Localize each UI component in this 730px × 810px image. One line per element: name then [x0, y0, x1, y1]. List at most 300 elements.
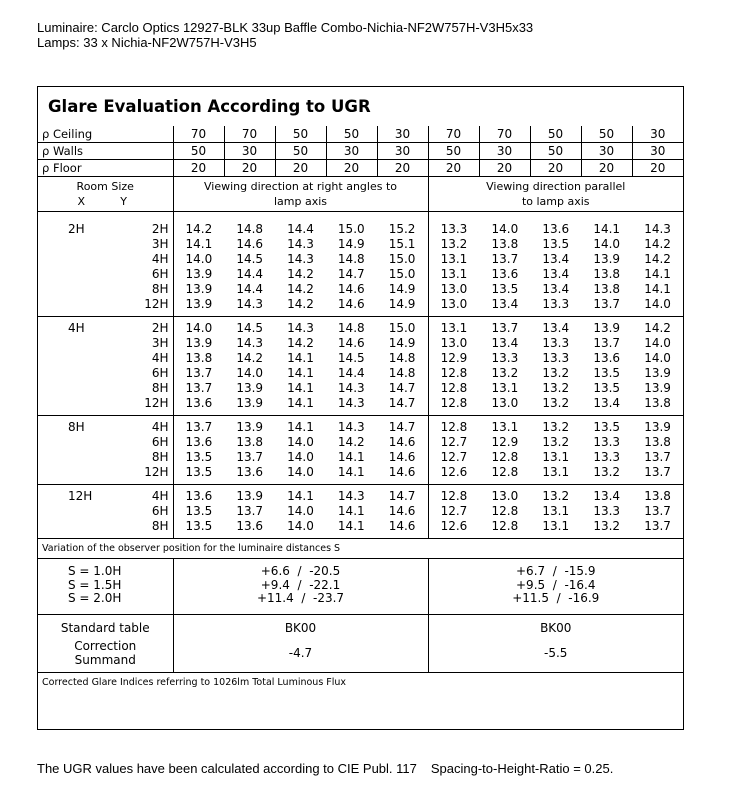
- ugr-value: 14.2: [337, 435, 365, 449]
- reflectance-value: 20: [479, 160, 530, 177]
- ugr-row: [174, 489, 428, 504]
- room-group: [38, 212, 683, 317]
- ugr-title: Glare Evaluation According to UGR: [48, 97, 371, 116]
- ugr-value: 13.6: [542, 222, 570, 236]
- ugr-row: [429, 420, 684, 435]
- ugr-row: [174, 396, 428, 411]
- ugr-value: 14.9: [388, 297, 416, 311]
- standard-block: [38, 614, 683, 672]
- ugr-value: 13.1: [440, 252, 468, 266]
- variation-value: +9.4 / -22.1: [260, 577, 341, 592]
- ugr-value: 12.7: [440, 450, 468, 464]
- ugr-value: 14.1: [644, 267, 671, 281]
- ugr-value: 14.3: [236, 336, 264, 350]
- room-y: 8H: [151, 381, 169, 395]
- ugr-value: 13.4: [593, 396, 621, 410]
- ugr-row: [429, 519, 684, 534]
- ugr-right-values: [173, 317, 428, 416]
- ugr-parallel-values: [428, 416, 683, 485]
- ugr-value: 14.1: [337, 504, 365, 518]
- variation-parallel: [428, 559, 683, 615]
- ugr-value: 13.7: [236, 450, 264, 464]
- room-y: 12H: [144, 396, 169, 410]
- ugr-value: 14.7: [388, 420, 416, 434]
- ugr-row: [429, 321, 684, 336]
- ugr-value: 13.4: [542, 282, 570, 296]
- ugr-value: 13.9: [236, 489, 264, 503]
- ugr-value: 12.9: [491, 435, 519, 449]
- header: [37, 20, 533, 50]
- right-angles-header: Viewing direction at right angles to lamp axis: [173, 177, 428, 212]
- ugr-value: 13.2: [491, 366, 519, 380]
- ugr-right-values: [173, 416, 428, 485]
- reflectance-value: 70: [428, 126, 479, 143]
- ugr-value: 14.0: [644, 336, 671, 350]
- ugr-value: 12.8: [491, 450, 519, 464]
- ugr-value: 14.0: [644, 297, 671, 311]
- ugr-value: 14.6: [388, 450, 416, 464]
- ugr-value: 14.0: [287, 435, 314, 449]
- ugr-row: [174, 351, 428, 366]
- ugr-value: 13.3: [593, 504, 621, 518]
- variation-value: +6.7 / -15.9: [516, 564, 596, 578]
- ugr-row: [429, 435, 684, 450]
- x-label: X: [77, 195, 86, 208]
- standard-table-label: Standard table: [38, 614, 173, 635]
- ugr-value: 13.8: [593, 267, 621, 281]
- reflectance-value: 50: [581, 126, 632, 143]
- ugr-row: [174, 420, 428, 435]
- reflectance-value: 30: [479, 143, 530, 160]
- ugr-value: 13.2: [542, 396, 570, 410]
- ugr-value: 13.2: [542, 420, 570, 434]
- ugr-value: 13.4: [542, 252, 570, 266]
- ugr-value: 14.4: [337, 366, 365, 380]
- ugr-value: 13.9: [185, 297, 213, 311]
- ugr-value: 13.4: [491, 336, 519, 350]
- ugr-value: 14.0: [287, 450, 314, 464]
- ugr-value: 13.7: [644, 519, 671, 533]
- ugr-row: [174, 321, 428, 336]
- room-y: 6H: [151, 267, 169, 281]
- ugr-value: 13.9: [593, 252, 621, 266]
- ugr-value: 14.1: [337, 519, 365, 533]
- ugr-value: 14.0: [185, 252, 213, 266]
- ugr-value: 13.0: [440, 336, 468, 350]
- ugr-value: 14.1: [644, 282, 671, 296]
- ugr-value: 14.6: [337, 297, 365, 311]
- ugr-value: 13.1: [542, 465, 570, 479]
- ugr-row: [429, 351, 684, 366]
- ugr-value: 12.8: [440, 396, 468, 410]
- ugr-row: [174, 267, 428, 282]
- ugr-value: 14.8: [337, 321, 365, 335]
- reflectance-value: 30: [632, 143, 683, 160]
- ugr-value: 14.2: [287, 282, 314, 296]
- ugr-value: 14.4: [236, 267, 264, 281]
- room-y: 4H: [151, 420, 169, 434]
- ugr-value: 14.3: [337, 396, 365, 410]
- ugr-value: 14.4: [287, 222, 314, 236]
- variation-label: Variation of the observer position for the luminaire distances S: [38, 539, 683, 559]
- ugr-value: 13.5: [593, 381, 621, 395]
- ugr-value: 13.1: [542, 504, 570, 518]
- ugr-value: 14.0: [236, 366, 264, 380]
- ugr-value: 13.2: [542, 381, 570, 395]
- ugr-value: 14.2: [287, 267, 314, 281]
- ugr-value: 13.4: [542, 321, 570, 335]
- ugr-value: 14.6: [337, 336, 365, 350]
- ugr-value: 13.6: [185, 396, 213, 410]
- ugr-value: 13.9: [185, 282, 213, 296]
- ugr-value: 13.5: [542, 237, 570, 251]
- correction-label: Correction Summand: [38, 635, 173, 673]
- ugr-row: [174, 450, 428, 465]
- spacing-ratio: Spacing-to-Height-Ratio = 0.25.: [430, 761, 614, 776]
- ugr-data: [38, 212, 683, 539]
- ugr-value: 13.6: [236, 465, 264, 479]
- ugr-value: 12.9: [440, 351, 468, 365]
- ugr-value: 14.2: [236, 351, 264, 365]
- ugr-value: 13.2: [542, 435, 570, 449]
- room-y: 4H: [151, 489, 169, 503]
- ugr-value: 13.8: [644, 396, 671, 410]
- ugr-value: 14.1: [287, 351, 314, 365]
- ugr-value: 13.9: [236, 381, 264, 395]
- room-group: [38, 416, 683, 485]
- ugr-value: 12.8: [440, 366, 468, 380]
- ugr-value: 14.7: [337, 267, 365, 281]
- reflectance-label: ρ Floor: [38, 160, 173, 177]
- ugr-value: 14.2: [644, 321, 671, 335]
- room-y: 4H: [151, 252, 169, 266]
- ugr-value: 12.8: [491, 465, 519, 479]
- ugr-value: 13.9: [185, 336, 213, 350]
- reflectance-value: 20: [224, 160, 275, 177]
- ugr-value: 14.2: [185, 222, 213, 236]
- ugr-value: 14.9: [388, 336, 416, 350]
- ugr-value: 13.4: [542, 267, 570, 281]
- ugr-value: 14.9: [388, 282, 416, 296]
- ugr-value: 14.3: [337, 489, 365, 503]
- y-label: Y: [120, 195, 127, 208]
- ugr-value: 14.6: [388, 465, 416, 479]
- ugr-row: [174, 504, 428, 519]
- ugr-value: 14.1: [185, 237, 213, 251]
- ugr-value: 13.8: [236, 435, 264, 449]
- ugr-value: 13.7: [185, 381, 213, 395]
- ugr-row: [174, 297, 428, 312]
- ugr-row: [174, 282, 428, 297]
- ugr-value: 13.5: [185, 450, 213, 464]
- reflectance-value: 20: [173, 160, 224, 177]
- room-x: 4H: [68, 321, 85, 335]
- room-x: 12H: [68, 489, 93, 503]
- ugr-value: 14.1: [337, 465, 365, 479]
- ugr-value: 13.3: [542, 336, 570, 350]
- room-x: 2H: [68, 222, 85, 236]
- reflectance-value: 50: [530, 126, 581, 143]
- ugr-value: 13.1: [542, 519, 570, 533]
- variation-right: [173, 559, 428, 615]
- ugr-right-values: [173, 212, 428, 317]
- room-y: 2H: [151, 222, 169, 236]
- ugr-value: 14.0: [593, 237, 621, 251]
- ugr-value: 14.6: [337, 282, 365, 296]
- reflectance-value: 20: [581, 160, 632, 177]
- ugr-value: 15.0: [388, 267, 416, 281]
- standard-right: BK00: [173, 614, 428, 635]
- ugr-row: [174, 237, 428, 252]
- reflectance-label: ρ Ceiling: [38, 126, 173, 143]
- ugr-value: 13.1: [491, 381, 519, 395]
- ugr-value: 14.2: [287, 336, 314, 350]
- ugr-row: [429, 222, 684, 237]
- ugr-value: 14.8: [388, 351, 416, 365]
- ugr-row: [174, 381, 428, 396]
- corrected-note: Corrected Glare Indices referring to 1026lm Total Luminous Flux: [38, 672, 683, 692]
- room-size-header: [38, 177, 683, 212]
- reflectance-value: 30: [224, 143, 275, 160]
- room-group: [38, 317, 683, 416]
- ugr-value: 14.1: [287, 420, 314, 434]
- ugr-value: 15.0: [388, 252, 416, 266]
- ugr-value: 14.5: [337, 351, 365, 365]
- room-y: 6H: [151, 366, 169, 380]
- reflectance-value: 30: [377, 126, 428, 143]
- ugr-value: 13.7: [644, 450, 671, 464]
- ugr-value: 13.9: [644, 381, 671, 395]
- ugr-value: 13.7: [644, 465, 671, 479]
- ugr-row: [429, 450, 684, 465]
- reflectance-value: 20: [275, 160, 326, 177]
- ugr-value: 12.7: [440, 435, 468, 449]
- ugr-value: 15.2: [388, 222, 416, 236]
- reflectance-value: 50: [173, 143, 224, 160]
- ugr-value: 12.8: [440, 381, 468, 395]
- ugr-value: 14.5: [236, 252, 264, 266]
- ugr-table: [38, 126, 683, 692]
- ugr-value: 14.2: [287, 297, 314, 311]
- room-y: 6H: [151, 504, 169, 518]
- reflectance-value: 30: [326, 143, 377, 160]
- ugr-row: [429, 282, 684, 297]
- reflectance-value: 20: [326, 160, 377, 177]
- room-x: 8H: [68, 420, 85, 434]
- ugr-value: 13.4: [593, 489, 621, 503]
- ugr-value: 13.0: [491, 489, 519, 503]
- room-y: 8H: [151, 282, 169, 296]
- ugr-value: 13.0: [440, 297, 468, 311]
- ugr-value: 13.7: [185, 420, 213, 434]
- ugr-value: 13.3: [542, 297, 570, 311]
- ugr-row: [429, 489, 684, 504]
- luminaire-line: Luminaire: Carclo Optics 12927-BLK 33up Baffle Combo-Nichia-NF2W757H-V3H5x33: [37, 20, 534, 35]
- ugr-panel: [37, 86, 684, 730]
- ugr-value: 15.0: [337, 222, 365, 236]
- ugr-value: 14.2: [644, 237, 671, 251]
- variation-value: +11.5 / -16.9: [512, 591, 600, 605]
- room-y: 6H: [151, 435, 169, 449]
- ugr-value: 13.2: [440, 237, 468, 251]
- ugr-value: 13.3: [593, 435, 621, 449]
- room-group: [38, 485, 683, 539]
- ugr-value: 12.6: [440, 519, 468, 533]
- ugr-value: 13.1: [440, 267, 468, 281]
- ugr-value: 13.6: [236, 519, 264, 533]
- ugr-value: 14.4: [236, 282, 264, 296]
- room-y: 4H: [151, 351, 169, 365]
- ugr-row: [174, 435, 428, 450]
- ugr-value: 13.5: [593, 420, 621, 434]
- ugr-value: 14.1: [287, 396, 314, 410]
- variation-value: +6.6 / -20.5: [260, 564, 341, 578]
- ugr-value: 12.6: [440, 465, 468, 479]
- room-y: 12H: [144, 465, 169, 479]
- calc-note: The UGR values have been calculated according to CIE Publ. 117: [37, 761, 417, 776]
- ugr-value: 13.0: [440, 282, 468, 296]
- reflectance-rows: [38, 126, 683, 177]
- ugr-value: 13.8: [491, 237, 519, 251]
- ugr-value: 13.9: [593, 321, 621, 335]
- ugr-value: 13.1: [440, 321, 468, 335]
- room-y: 3H: [151, 336, 169, 350]
- ugr-value: 14.3: [337, 381, 365, 395]
- ugr-row: [429, 504, 684, 519]
- ugr-value: 14.1: [287, 366, 314, 380]
- ugr-value: 13.6: [491, 267, 519, 281]
- ugr-value: 14.8: [337, 252, 365, 266]
- ugr-value: 14.0: [644, 351, 671, 365]
- reflectance-row: [38, 143, 683, 160]
- ugr-value: 13.3: [542, 351, 570, 365]
- ugr-value: 14.3: [287, 321, 314, 335]
- ugr-value: 13.8: [185, 351, 213, 365]
- ugr-value: 13.7: [491, 321, 519, 335]
- ugr-value: 13.5: [185, 519, 213, 533]
- ugr-value: 14.0: [287, 465, 314, 479]
- ugr-value: 13.9: [644, 366, 671, 380]
- reflectance-value: 70: [479, 126, 530, 143]
- reflectance-value: 50: [428, 143, 479, 160]
- ugr-row: [429, 465, 684, 480]
- variation-value: S = 1.0H: [68, 564, 122, 578]
- ugr-value: 13.2: [542, 489, 570, 503]
- lamps-line: Lamps: 33 x Nichia-NF2W757H-V3H5: [37, 35, 257, 50]
- ugr-value: 13.3: [440, 222, 468, 236]
- ugr-value: 14.8: [236, 222, 264, 236]
- room-y: 12H: [144, 297, 169, 311]
- ugr-value: 14.3: [644, 222, 671, 236]
- reflectance-value: 70: [224, 126, 275, 143]
- ugr-value: 13.9: [644, 420, 671, 434]
- ugr-value: 14.3: [287, 237, 314, 251]
- ugr-value: 13.5: [185, 465, 213, 479]
- reflectance-row: [38, 160, 683, 177]
- ugr-value: 14.9: [337, 237, 365, 251]
- ugr-value: 14.1: [337, 450, 365, 464]
- ugr-value: 14.6: [388, 519, 416, 533]
- ugr-value: 14.6: [236, 237, 264, 251]
- room-y: 3H: [151, 237, 169, 251]
- ugr-value: 13.8: [644, 489, 671, 503]
- ugr-value: 14.1: [593, 222, 621, 236]
- ugr-value: 13.9: [236, 420, 264, 434]
- ugr-value: 14.2: [644, 252, 671, 266]
- ugr-row: [174, 222, 428, 237]
- variation-value: S = 1.5H: [68, 577, 122, 592]
- ugr-parallel-values: [428, 317, 683, 416]
- ugr-value: 13.2: [593, 465, 621, 479]
- ugr-parallel-values: [428, 485, 683, 539]
- ugr-value: 12.8: [440, 489, 468, 503]
- variation-distances: [38, 559, 173, 615]
- room-y: 2H: [151, 321, 169, 335]
- ugr-value: 14.5: [236, 321, 264, 335]
- ugr-value: 13.0: [491, 396, 519, 410]
- room-size-label: Room Size: [76, 180, 134, 193]
- reflectance-value: 50: [275, 126, 326, 143]
- reflectance-value: 20: [428, 160, 479, 177]
- ugr-row: [429, 297, 684, 312]
- room-y: 8H: [151, 519, 169, 533]
- ugr-value: 13.3: [593, 450, 621, 464]
- ugr-row: [174, 465, 428, 480]
- ugr-row: [174, 336, 428, 351]
- ugr-value: 14.3: [337, 420, 365, 434]
- reflectance-value: 50: [530, 143, 581, 160]
- ugr-value: 14.1: [287, 489, 314, 503]
- reflectance-value: 20: [530, 160, 581, 177]
- variation-value: S = 2.0H: [68, 591, 122, 605]
- ugr-value: 13.5: [491, 282, 519, 296]
- standard-parallel: BK00: [428, 614, 683, 635]
- ugr-value: 14.0: [185, 321, 213, 335]
- ugr-row: [429, 336, 684, 351]
- ugr-value: 13.7: [185, 366, 213, 380]
- ugr-value: 13.1: [542, 450, 570, 464]
- ugr-value: 14.3: [236, 297, 264, 311]
- ugr-value: 14.7: [388, 396, 416, 410]
- ugr-value: 13.2: [593, 519, 621, 533]
- ugr-value: 13.3: [491, 351, 519, 365]
- ugr-row: [429, 381, 684, 396]
- reflectance-value: 50: [326, 126, 377, 143]
- ugr-value: 15.0: [388, 321, 416, 335]
- ugr-value: 13.5: [593, 366, 621, 380]
- ugr-value: 12.7: [440, 504, 468, 518]
- ugr-value: 13.4: [491, 297, 519, 311]
- room-size-cell: [38, 177, 173, 212]
- ugr-value: 13.8: [644, 435, 671, 449]
- ugr-value: 14.0: [491, 222, 519, 236]
- reflectance-row: [38, 126, 683, 143]
- ugr-row: [174, 366, 428, 381]
- variation-block: [38, 559, 683, 615]
- footer: [37, 761, 613, 776]
- correction-right: -4.7: [288, 646, 313, 660]
- ugr-value: 14.0: [287, 504, 314, 518]
- ugr-value: 13.2: [542, 366, 570, 380]
- parallel-header: Viewing direction parallel to lamp axis: [428, 177, 683, 212]
- reflectance-value: 70: [173, 126, 224, 143]
- ugr-value: 14.7: [388, 381, 416, 395]
- ugr-value: 13.7: [644, 504, 671, 518]
- ugr-row: [429, 237, 684, 252]
- ugr-value: 14.0: [287, 519, 314, 533]
- ugr-value: 13.6: [185, 435, 213, 449]
- ugr-value: 13.9: [236, 396, 264, 410]
